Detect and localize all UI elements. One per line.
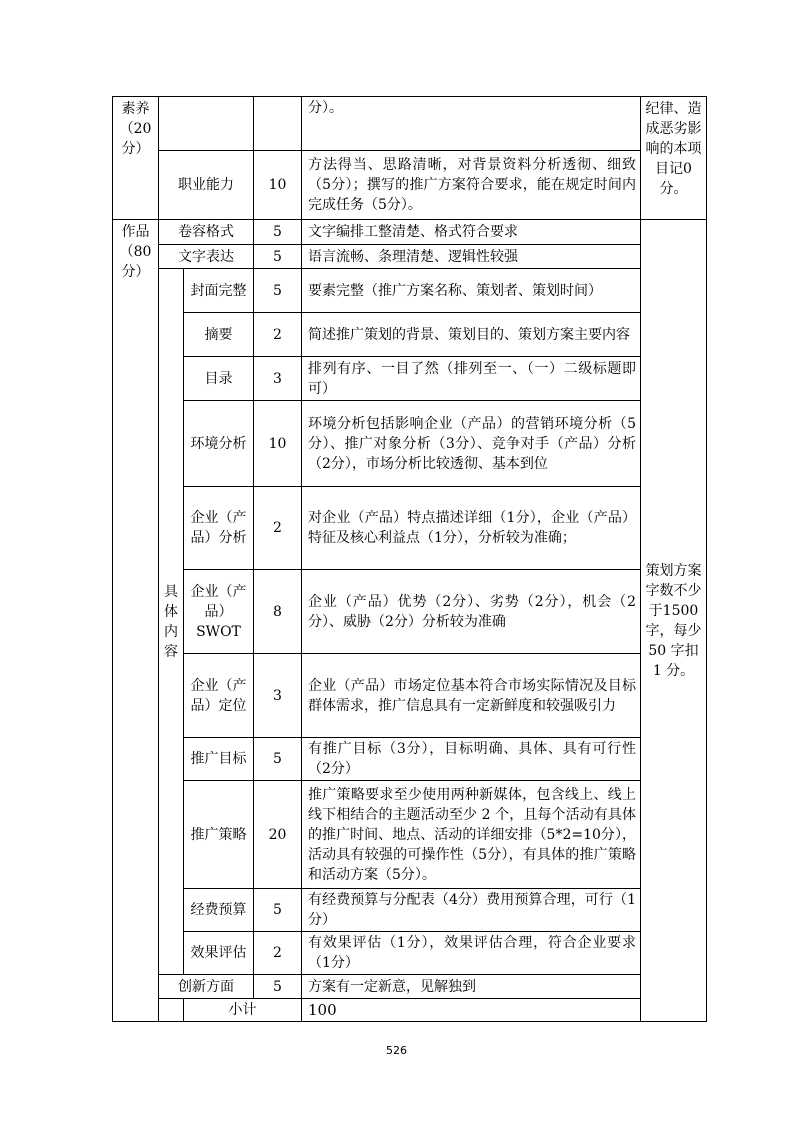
table-row [113, 220, 707, 245]
item-cell [159, 97, 254, 151]
criteria-cell: 对企业（产品）特点描述详细（1分），企业（产品）特征及核心利益点（1分），分析较为准确； [302, 487, 641, 570]
category-suyang-cell: 素养（20分） [113, 97, 159, 220]
note-suyang-cell: 纪律、造成恶劣影响的本项目记0分。 [641, 97, 707, 220]
sub-item-cell: 推广策略 [184, 781, 254, 889]
score-cell [254, 97, 302, 151]
table-row [113, 999, 707, 1022]
criteria-cell: 方法得当、思路清晰，对背景资料分析透彻、细致（5分）；撰写的推广方案符合要求，能在规定时间内完成任务（5分）。 [302, 151, 641, 220]
criteria-cell: 排列有序、一目了然（排列至一、（一）二级标题即可） [302, 357, 641, 401]
table-row [113, 738, 707, 781]
score-cell: 5 [254, 245, 302, 269]
subtotal-label-cell: 小计 [184, 999, 302, 1022]
criteria-cell: 企业（产品）优势（2分）、劣势（2分），机会（2分）、威胁（2分）分析较为准确 [302, 570, 641, 654]
table-row [113, 781, 707, 889]
table-row [113, 932, 707, 975]
table-row [113, 357, 707, 401]
sub-item-cell: 效果评估 [184, 932, 254, 975]
page-number: 526 [386, 1044, 407, 1057]
category-zuopin-cell: 作品（80分） [113, 220, 159, 1022]
table-row [113, 487, 707, 570]
criteria-cell: 企业（产品）市场定位基本符合市场实际情况及目标群体需求，推广信息具有一定新鲜度和较强吸引力 [302, 654, 641, 738]
table-row [113, 313, 707, 357]
item-cell: 创新方面 [159, 975, 254, 999]
sub-item-cell: 目录 [184, 357, 254, 401]
criteria-cell: 有效果评估（1分），效果评估合理，符合企业要求（1分） [302, 932, 641, 975]
score-cell: 5 [254, 975, 302, 999]
empty-cell [159, 999, 184, 1022]
sub-item-cell: 摘要 [184, 313, 254, 357]
table-row [113, 97, 707, 151]
table-row [113, 889, 707, 932]
score-cell: 3 [254, 357, 302, 401]
score-cell: 5 [254, 889, 302, 932]
table-row [113, 401, 707, 487]
criteria-cell: 分）。 [302, 97, 641, 151]
scoring-rubric-table [112, 96, 707, 1022]
table-row [113, 654, 707, 738]
criteria-cell: 有推广目标（3分），目标明确、具体、具有可行性（2分） [302, 738, 641, 781]
sub-item-cell: 经费预算 [184, 889, 254, 932]
sub-item-cell: 企业（产品）定位 [184, 654, 254, 738]
table-row [113, 570, 707, 654]
criteria-cell: 文字编排工整清楚、格式符合要求 [302, 220, 641, 245]
score-cell: 20 [254, 781, 302, 889]
note-zuopin-cell: 策划方案字数不少于1500字，每少 50 字扣 1 分。 [641, 220, 707, 1022]
item-cell: 职业能力 [159, 151, 254, 220]
sub-item-cell: 封面完整 [184, 269, 254, 313]
score-cell: 2 [254, 487, 302, 570]
score-cell: 10 [254, 151, 302, 220]
score-cell: 5 [254, 738, 302, 781]
score-cell: 5 [254, 269, 302, 313]
criteria-cell: 语言流畅、条理清楚、逻辑性较强 [302, 245, 641, 269]
score-cell: 2 [254, 313, 302, 357]
table-row [113, 269, 707, 313]
sub-item-cell: 环境分析 [184, 401, 254, 487]
item-cell: 文字表达 [159, 245, 254, 269]
score-cell: 2 [254, 932, 302, 975]
table-row [113, 975, 707, 999]
table-row [113, 245, 707, 269]
criteria-cell: 方案有一定新意，见解独到 [302, 975, 641, 999]
sub-category-cell: 具体内容 [159, 269, 184, 975]
table-row [113, 151, 707, 220]
criteria-cell: 要素完整（推广方案名称、策划者、策划时间） [302, 269, 641, 313]
score-cell: 8 [254, 570, 302, 654]
subtotal-score-cell: 100 [302, 999, 707, 1022]
criteria-cell: 环境分析包括影响企业（产品）的营销环境分析（5分）、推广对象分析（3分）、竞争对手（产品）分析（2分），市场分析比较透彻、基本到位 [302, 401, 641, 487]
criteria-cell: 有经费预算与分配表（4分）费用预算合理，可行（1分） [302, 889, 641, 932]
score-cell: 5 [254, 220, 302, 245]
criteria-cell: 简述推广策划的背景、策划目的、策划方案主要内容 [302, 313, 641, 357]
score-cell: 3 [254, 654, 302, 738]
sub-item-cell: 企业（产品）分析 [184, 487, 254, 570]
sub-item-cell: 推广目标 [184, 738, 254, 781]
criteria-cell: 推广策略要求至少使用两种新媒体，包含线上、线上线下相结合的主题活动至少 2 个，且每个活动有具体的推广时间、地点、活动的详细安排（5*2=10分），活动具有较强的可操作性（5分），有具体的推广策略和活动方案（5分）。 [302, 781, 641, 889]
sub-item-cell: 企业（产品）SWOT [184, 570, 254, 654]
item-cell: 卷容格式 [159, 220, 254, 245]
score-cell: 10 [254, 401, 302, 487]
